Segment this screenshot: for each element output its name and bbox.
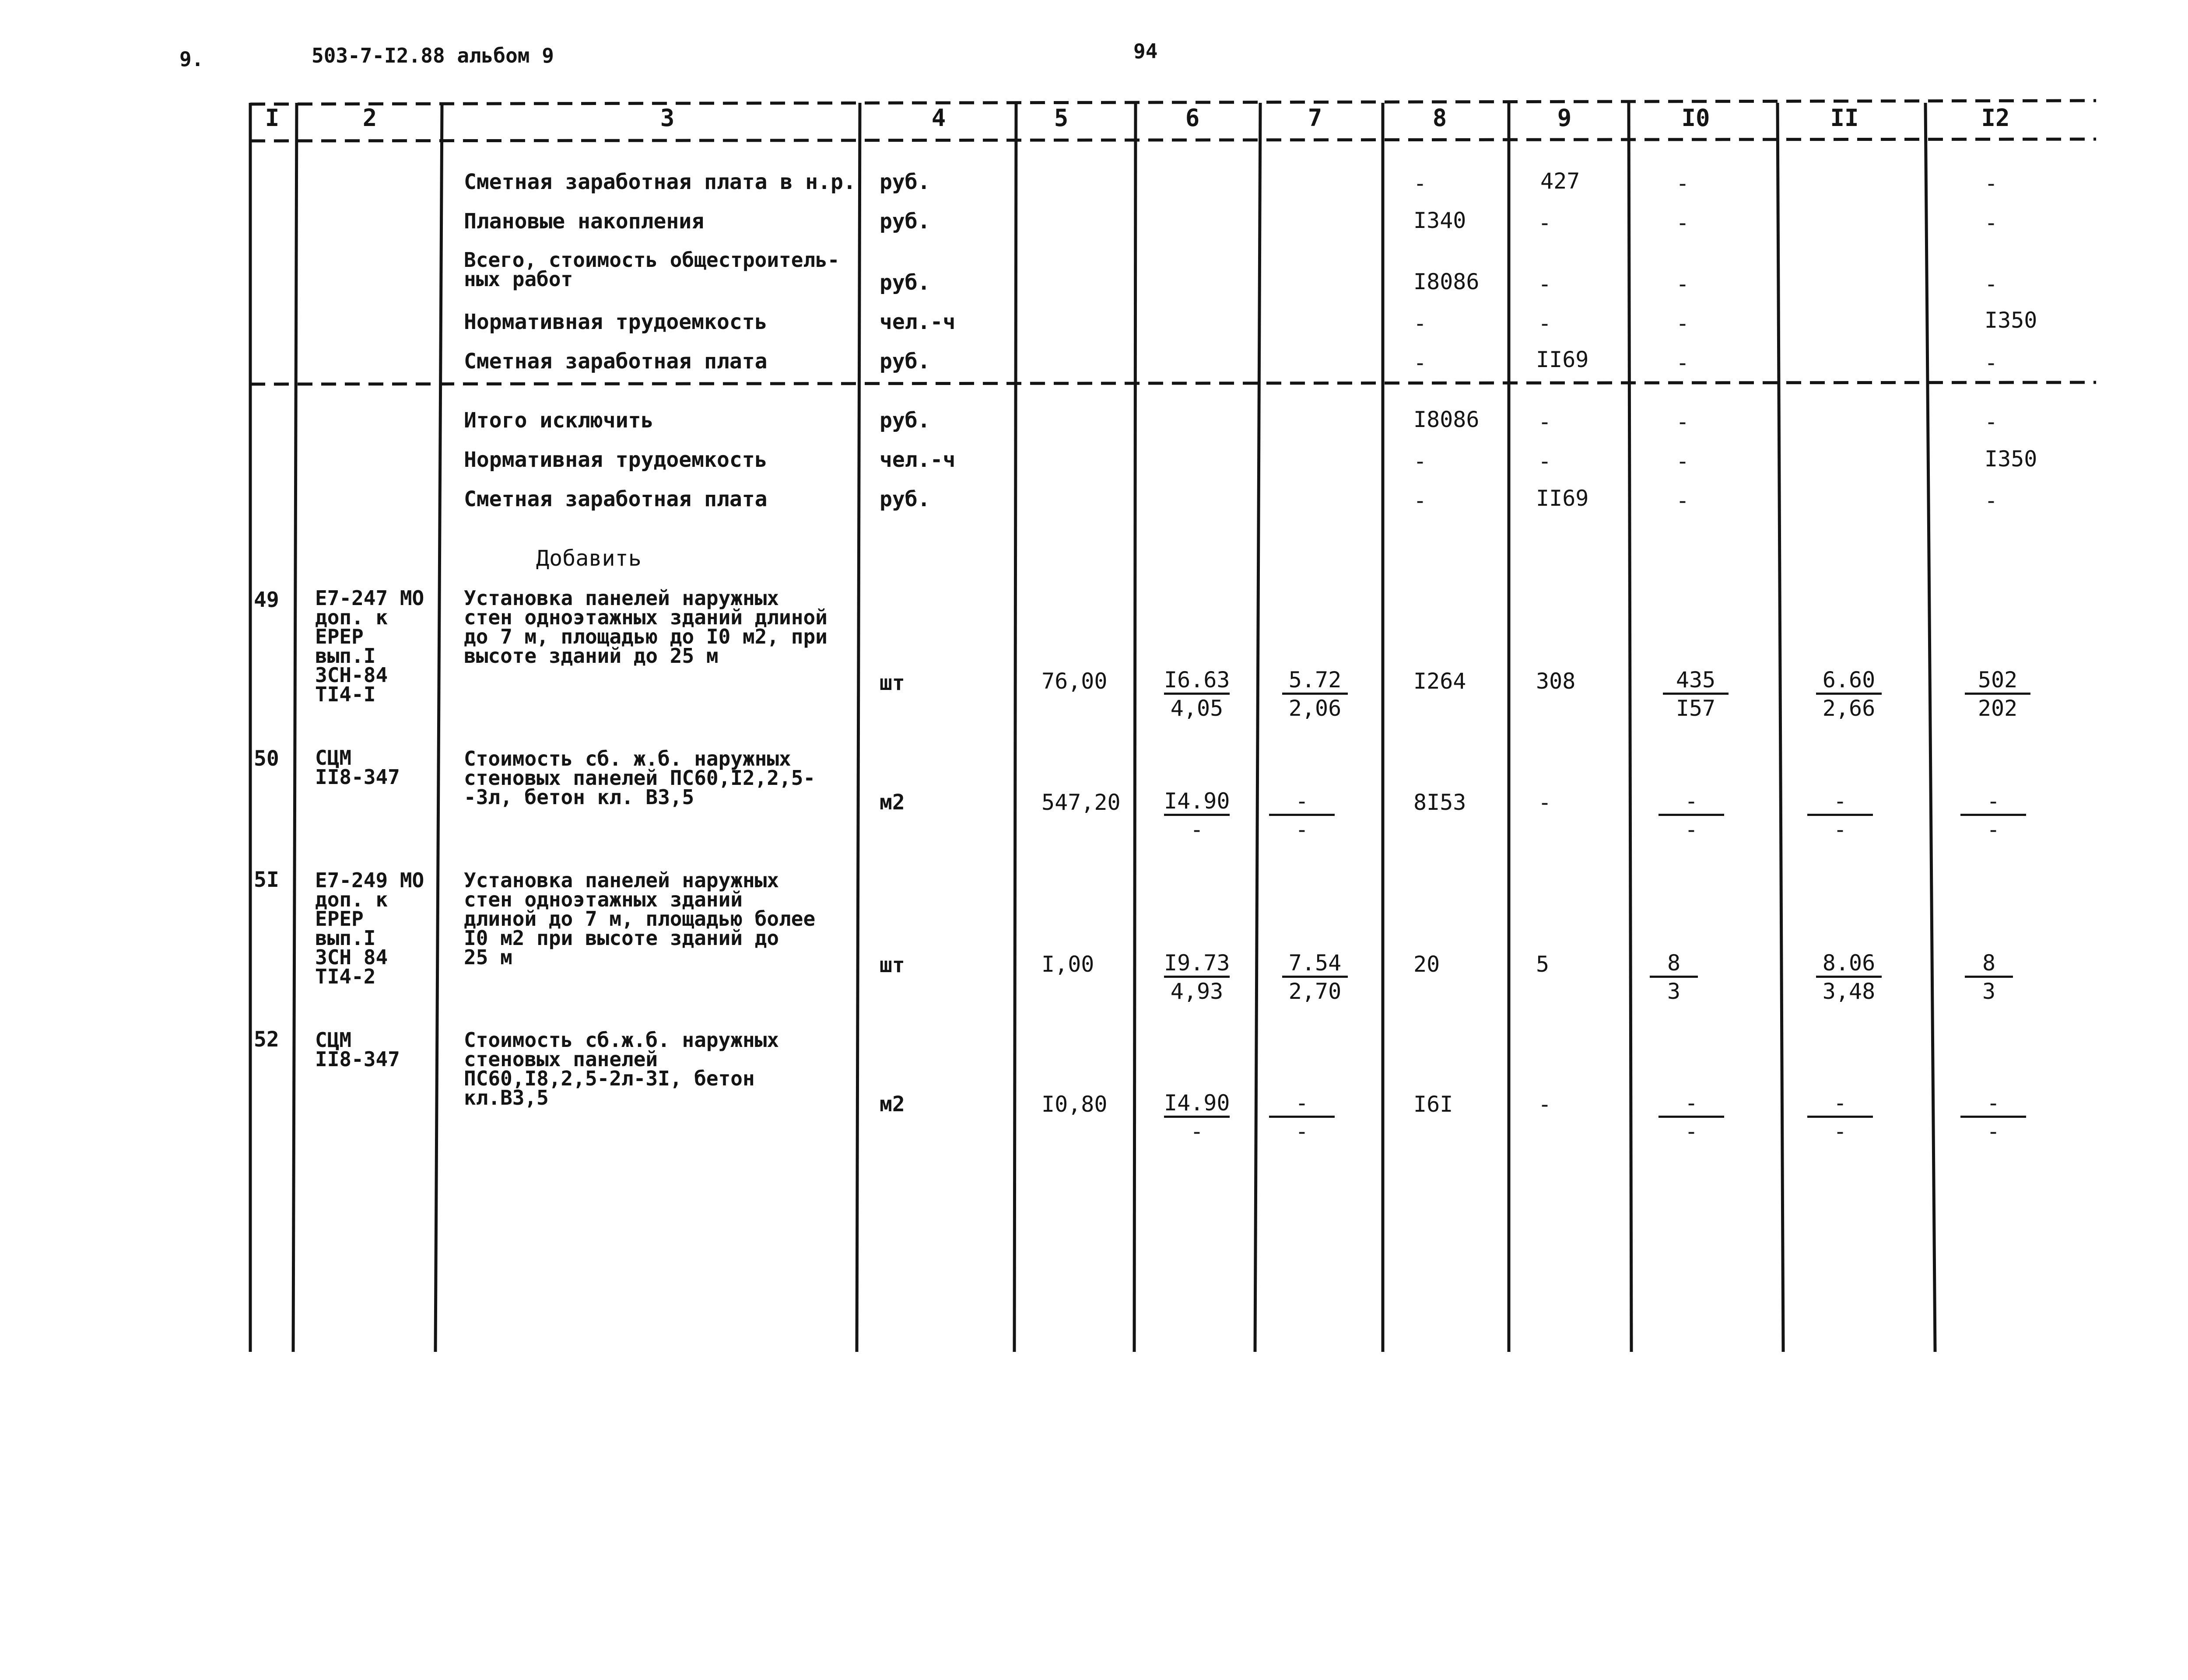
fraction-col12 — [1965, 667, 2030, 722]
denominator: - — [1986, 1119, 2000, 1144]
row-col12: - — [1985, 210, 1998, 235]
denominator: - — [1190, 1119, 1204, 1144]
row-col10: - — [1676, 409, 1690, 434]
col-head-4: 4 — [931, 104, 946, 132]
row-unit: руб. — [880, 408, 930, 433]
row-col9: II69 — [1536, 347, 1589, 372]
item-unit: шт — [880, 953, 905, 977]
row-name: Итого исключить — [464, 408, 654, 433]
row-col8: - — [1413, 171, 1427, 196]
row-col10: - — [1676, 350, 1690, 375]
fraction-col6 — [1164, 1090, 1230, 1145]
row-col12: - — [1985, 488, 1998, 513]
item-number: 5I — [254, 868, 279, 892]
row-name: Нормативная трудоемкость — [464, 310, 768, 334]
fraction-col7 — [1282, 950, 1348, 1005]
numerator: - — [1269, 788, 1335, 816]
denominator: - — [1684, 817, 1698, 842]
row-col12: - — [1985, 350, 1998, 375]
fraction-col6 — [1164, 788, 1230, 843]
row-col12: I350 — [1985, 308, 2037, 333]
denominator: 3 — [1667, 979, 1681, 1004]
row-unit: руб. — [880, 349, 930, 374]
numerator: I9.73 — [1164, 950, 1230, 978]
fraction-col11 — [1816, 667, 1882, 722]
item-number: 50 — [254, 746, 279, 771]
item-unit: м2 — [880, 1092, 905, 1116]
page-marker: 9. — [179, 47, 204, 71]
item-col8: I264 — [1413, 668, 1466, 694]
item-quantity: 76,00 — [1041, 668, 1108, 694]
item-col8: 20 — [1413, 952, 1440, 977]
document-code: 503-7-I2.88 альбом 9 — [312, 44, 554, 67]
denominator: 2,70 — [1288, 979, 1342, 1004]
row-col9: - — [1538, 409, 1552, 434]
item-code: Е7-247 МО доп. к ЕРЕР вып.I ЗСН-84 ТI4-I — [315, 586, 424, 706]
numerator: - — [1807, 788, 1873, 816]
col-head-7: 7 — [1308, 104, 1322, 132]
item-col8: 8I53 — [1413, 790, 1466, 815]
numerator: - — [1269, 1090, 1335, 1118]
denominator: - — [1986, 817, 2000, 842]
item-unit: м2 — [880, 790, 905, 815]
row-name: Сметная заработная плата в н.р. — [464, 170, 856, 194]
page-number: 94 — [1133, 39, 1158, 63]
fraction-col11 — [1816, 950, 1882, 1005]
denominator: 2,66 — [1822, 696, 1876, 721]
numerator: - — [1659, 788, 1724, 816]
item-code: Е7-249 МО доп. к ЕРЕР вып.I ЗСН 84 ТI4-2 — [315, 868, 424, 988]
col-head-3: 3 — [660, 104, 675, 132]
row-unit: чел.-ч — [880, 448, 956, 472]
denominator: 4,93 — [1170, 979, 1224, 1004]
numerator: - — [1960, 788, 2026, 816]
numerator: 502 — [1965, 667, 2030, 695]
item-description: Стоимость сб. ж.б. наружных стеновых панелей ПС60,I2,2,5- -3л, бетон кл. В3,5 — [464, 747, 816, 809]
denominator: I57 — [1676, 696, 1716, 721]
col-head-9: 9 — [1557, 104, 1572, 132]
row-col10: - — [1676, 448, 1690, 474]
denominator: - — [1833, 1119, 1847, 1144]
fraction-col12 — [1960, 1090, 2026, 1145]
row-col9: - — [1538, 271, 1552, 297]
numerator: - — [1807, 1090, 1873, 1118]
item-col8: I6I — [1413, 1092, 1453, 1117]
col-head-11: II — [1830, 104, 1859, 132]
fraction-col11 — [1807, 1090, 1873, 1145]
numerator: I4.90 — [1164, 1090, 1230, 1118]
denominator: - — [1295, 1119, 1309, 1144]
col-head-8: 8 — [1432, 104, 1447, 132]
item-description: Установка панелей наружных стен одноэтажных зданий длиной до 7 м, площадью более I0 м2 при высоте зданий до 25 м — [464, 868, 816, 969]
row-name: Сметная заработная плата — [464, 349, 768, 374]
numerator: - — [1960, 1090, 2026, 1118]
row-col9: 427 — [1540, 168, 1580, 194]
numerator: 8 — [1965, 950, 2013, 978]
row-col8: - — [1413, 350, 1427, 375]
row-col9: II69 — [1536, 486, 1589, 511]
row-unit: руб. — [880, 487, 930, 511]
row-col8: - — [1413, 311, 1427, 336]
add-section-heading: Добавить — [536, 546, 642, 571]
item-col9: - — [1538, 1092, 1552, 1117]
row-col8: I340 — [1413, 208, 1466, 233]
item-quantity: I0,80 — [1041, 1092, 1108, 1117]
numerator: 8.06 — [1816, 950, 1882, 978]
fraction-col10 — [1659, 1090, 1724, 1145]
item-col9: 5 — [1536, 952, 1550, 977]
row-col10: - — [1676, 311, 1690, 336]
numerator: 5.72 — [1282, 667, 1348, 695]
numerator: 8 — [1650, 950, 1698, 978]
denominator: 4,05 — [1170, 696, 1224, 721]
numerator: I6.63 — [1164, 667, 1230, 695]
row-col9: - — [1538, 210, 1552, 235]
row-col10: - — [1676, 210, 1690, 235]
row-col12: - — [1985, 171, 1998, 196]
denominator: - — [1295, 817, 1309, 842]
row-name: Сметная заработная плата — [464, 487, 768, 511]
row-col12: - — [1985, 271, 1998, 297]
row-col8: - — [1413, 488, 1427, 513]
fraction-col6 — [1164, 950, 1230, 1005]
fraction-col7 — [1269, 1090, 1335, 1145]
row-col9: - — [1538, 311, 1552, 336]
fraction-col10 — [1663, 667, 1729, 722]
denominator: - — [1833, 817, 1847, 842]
fraction-col10 — [1650, 950, 1698, 1005]
item-quantity: 547,20 — [1041, 790, 1121, 815]
numerator: 7.54 — [1282, 950, 1348, 978]
denominator: 3 — [1982, 979, 1996, 1004]
fraction-col10 — [1659, 788, 1724, 843]
denominator: 202 — [1978, 696, 2018, 721]
row-col8: I8086 — [1413, 269, 1480, 294]
col-head-6: 6 — [1185, 104, 1200, 132]
col-head-2: 2 — [362, 104, 377, 132]
numerator: I4.90 — [1164, 788, 1230, 816]
fraction-col7 — [1282, 667, 1348, 722]
item-col9: - — [1538, 790, 1552, 815]
row-col10: - — [1676, 171, 1690, 196]
numerator: 6.60 — [1816, 667, 1882, 695]
row-col8: I8086 — [1413, 407, 1480, 432]
item-code: СЦМ II8-347 — [315, 746, 400, 789]
row-unit: чел.-ч — [880, 310, 956, 334]
item-quantity: I,00 — [1041, 952, 1094, 977]
fraction-col7 — [1269, 788, 1335, 843]
numerator: 435 — [1663, 667, 1729, 695]
numerator: - — [1659, 1090, 1724, 1118]
row-name: Всего, стоимость общестроитель- ных работ — [464, 248, 840, 291]
item-number: 49 — [254, 588, 279, 612]
item-number: 52 — [254, 1027, 279, 1052]
col-head-5: 5 — [1054, 104, 1069, 132]
row-col12: - — [1985, 409, 1998, 434]
row-name: Нормативная трудоемкость — [464, 448, 768, 472]
fraction-col6 — [1164, 667, 1230, 722]
col-head-1: I — [265, 104, 280, 132]
denominator: - — [1684, 1119, 1698, 1144]
item-col9: 308 — [1536, 668, 1576, 694]
item-description: Установка панелей наружных стен одноэтажных зданий длиной до 7 м, площадью до I0 м2, при высоте зданий до 25 м — [464, 586, 828, 668]
fraction-col11 — [1807, 788, 1873, 843]
denominator: 2,06 — [1288, 696, 1342, 721]
row-unit: руб. — [880, 209, 930, 234]
denominator: - — [1190, 817, 1204, 842]
row-col10: - — [1676, 488, 1690, 513]
row-col9: - — [1538, 448, 1552, 474]
fraction-col12 — [1965, 950, 2013, 1005]
col-head-12: I2 — [1981, 104, 2010, 132]
row-name: Плановые накопления — [464, 209, 705, 234]
row-unit: руб. — [880, 170, 930, 194]
item-code: СЦМ II8-347 — [315, 1028, 400, 1071]
item-unit: шт — [880, 671, 905, 695]
fraction-col12 — [1960, 788, 2026, 843]
denominator: 3,48 — [1822, 979, 1876, 1004]
item-description: Стоимость сб.ж.б. наружных стеновых панелей ПС60,I8,2,5-2л-3I, бетон кл.В3,5 — [464, 1028, 779, 1110]
row-col8: - — [1413, 448, 1427, 474]
row-col12: I350 — [1985, 446, 2037, 472]
row-col10: - — [1676, 271, 1690, 297]
row-unit: руб. — [880, 270, 930, 295]
col-head-10: I0 — [1681, 104, 1710, 132]
